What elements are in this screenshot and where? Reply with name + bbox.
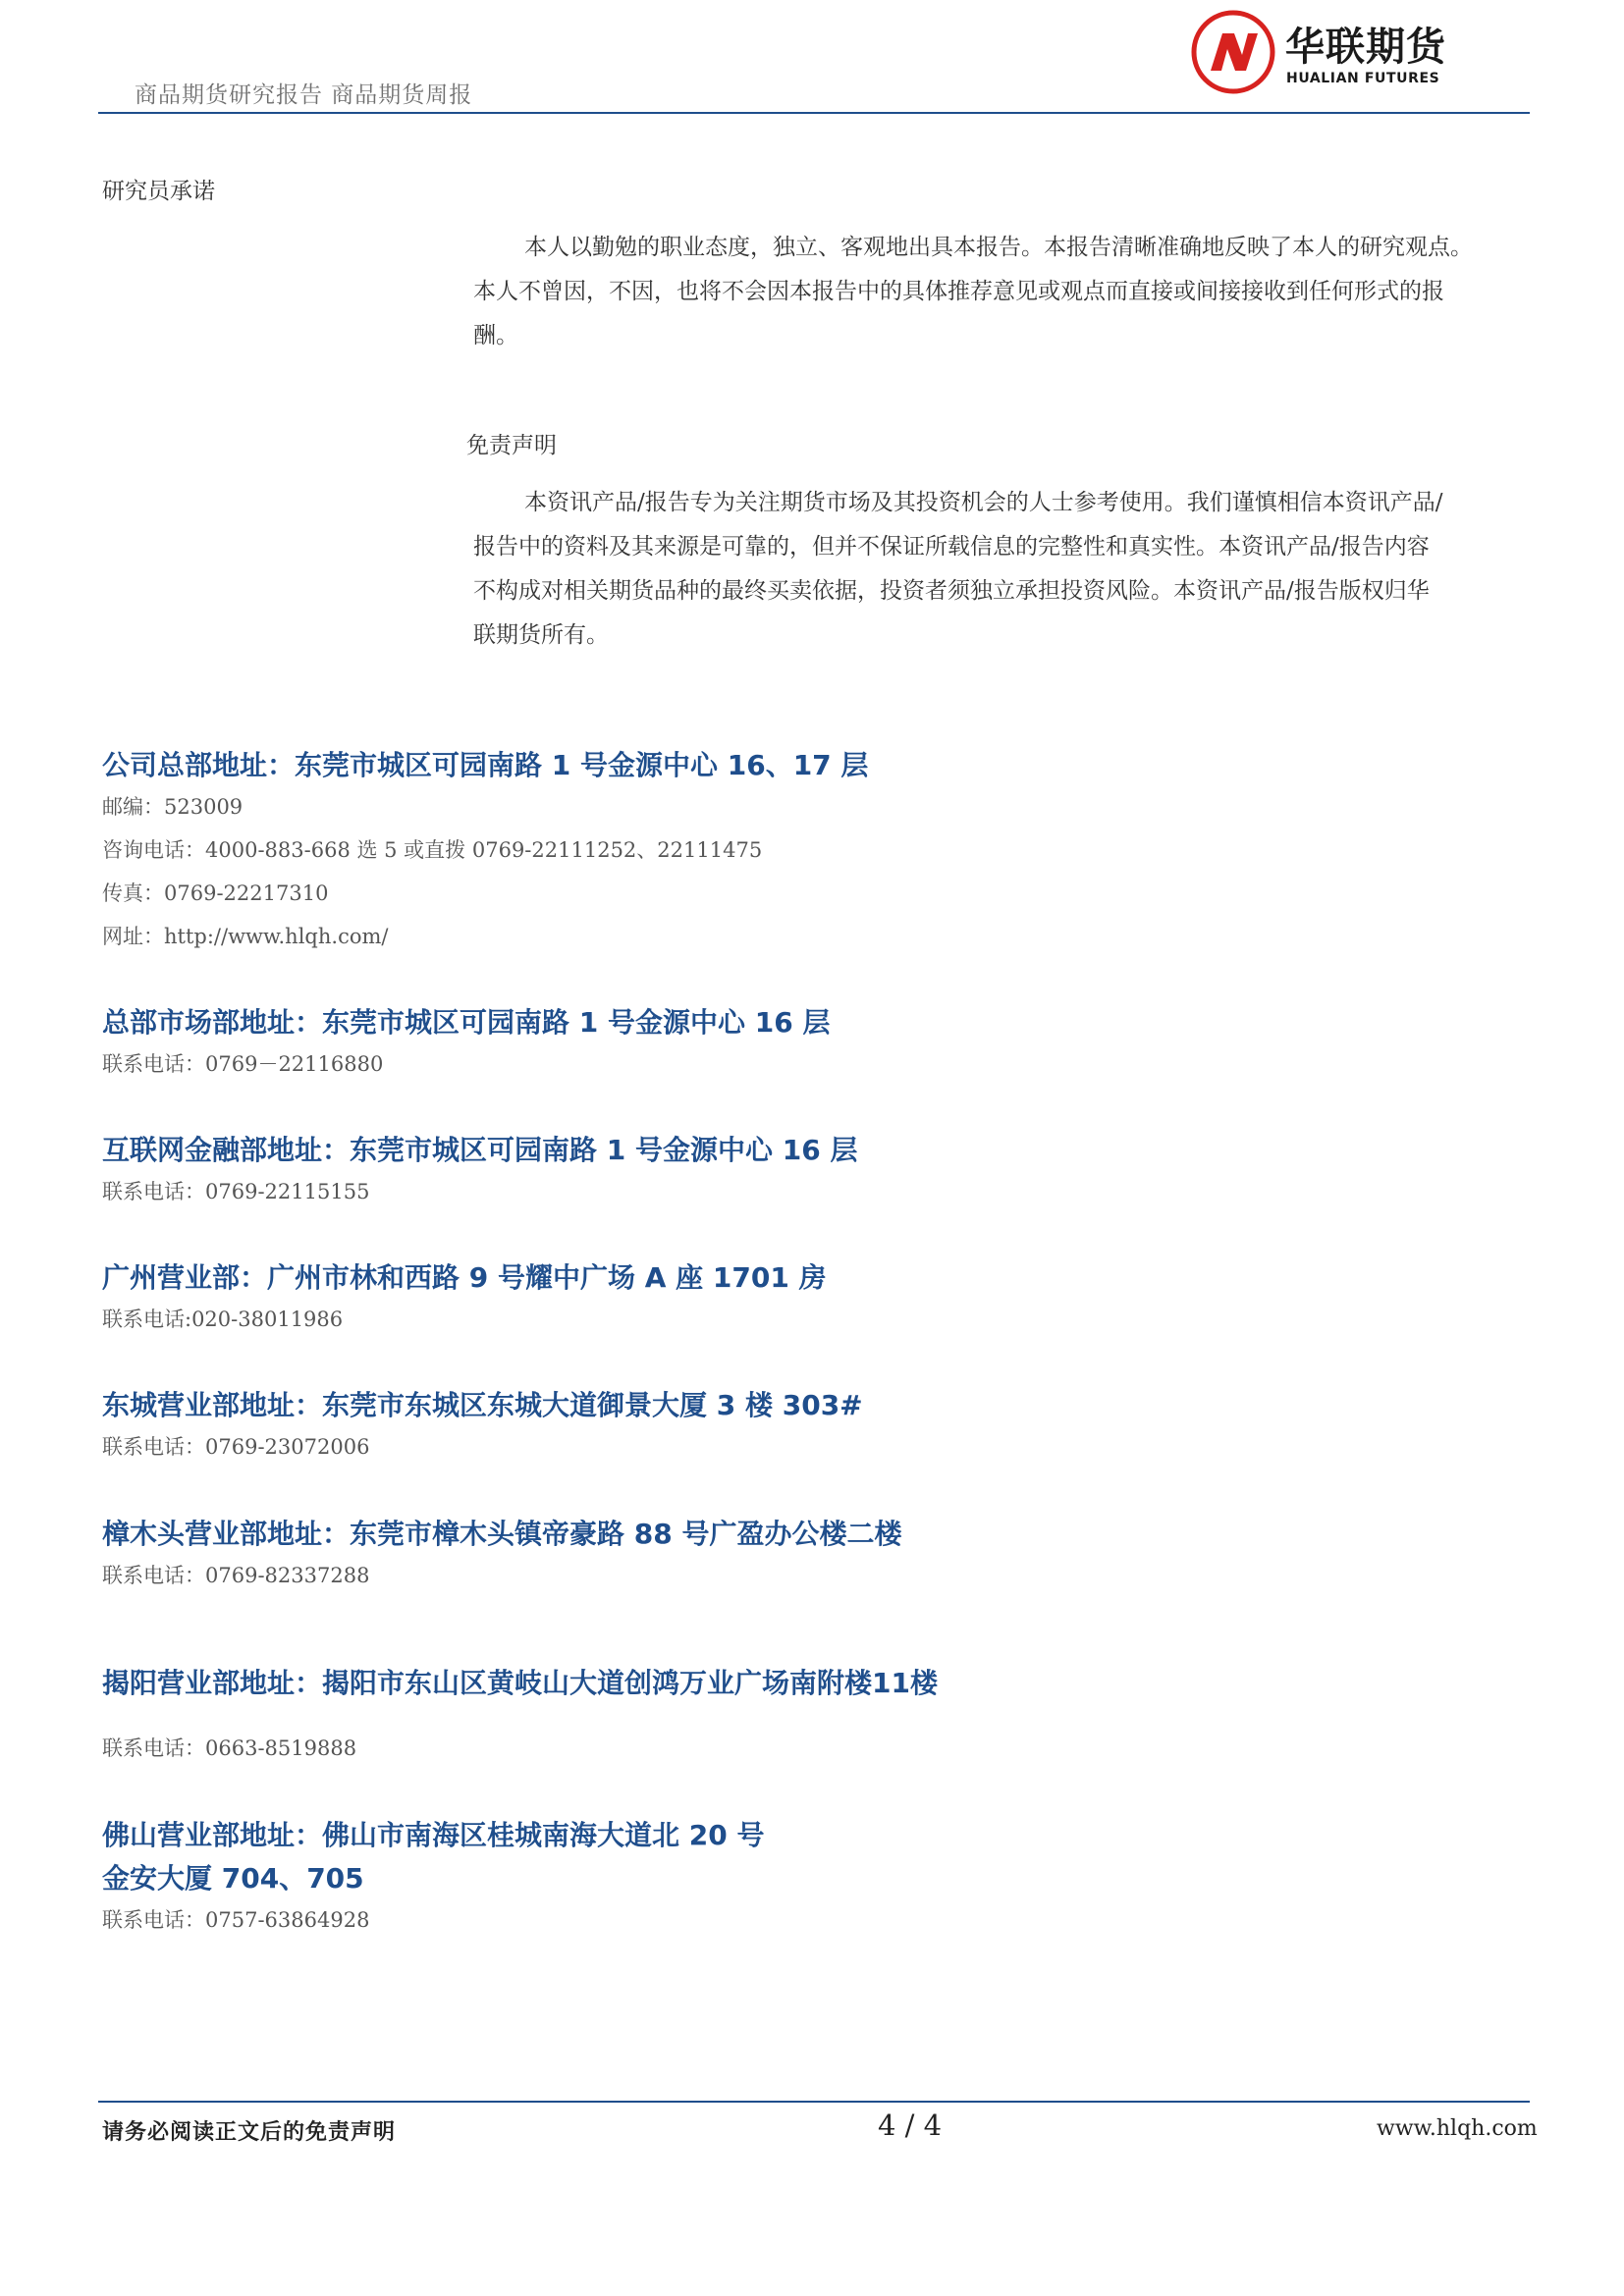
logo-chinese-text: 华联期货 xyxy=(1285,25,1446,70)
disclaimer-line: 本资讯产品/报告专为关注期货市场及其投资机会的人士参考使用。我们谨慎相信本资讯产品/ xyxy=(524,490,1443,515)
office-title-dongcheng: 东城营业部地址：东莞市东城区东城大道御景大厦 3 楼 303# xyxy=(102,1389,863,1421)
logo-english-text: HUALIAN FUTURES xyxy=(1286,71,1440,86)
commitment-line: 本人以勤勉的职业态度，独立、客观地出具本报告。本报告清晰准确地反映了本人的研究观点。 xyxy=(524,235,1473,260)
hualian-logo-icon xyxy=(1191,10,1275,94)
office-title-zhangmutou: 樟木头营业部地址：东莞市樟木头镇帝豪路 88 号广盈办公楼二楼 xyxy=(102,1518,902,1550)
office-phone: 联系电话：0769－22116880 xyxy=(102,1052,384,1076)
commitment-body xyxy=(473,226,1534,358)
disclaimer-line: 报告中的资料及其来源是可靠的，但并不保证所载信息的完整性和真实性。本资讯产品/报告内容 xyxy=(473,534,1430,560)
disclaimer-body xyxy=(473,481,1534,658)
company-logo xyxy=(1191,10,1446,94)
office-title-jieyang: 揭阳营业部地址：揭阳市东山区黄岐山大道创鸿万业广场南附楼11楼 xyxy=(102,1667,938,1699)
commitment-line: 酬。 xyxy=(473,323,518,348)
report-category: 商品期货研究报告 商品期货周报 xyxy=(135,82,473,108)
office-title-foshan-building: 金安大厦 704、705 xyxy=(102,1862,364,1895)
office-phone: 联系电话：0769-82337288 xyxy=(102,1564,370,1587)
header-divider xyxy=(98,112,1530,114)
commitment-title: 研究员承诺 xyxy=(102,179,215,204)
office-title-guangzhou: 广州营业部：广州市林和西路 9 号耀中广场 A 座 1701 房 xyxy=(102,1261,827,1294)
footer-disclaimer-note: 请务必阅读正文后的免责声明 xyxy=(102,2119,397,2145)
office-website-link[interactable]: 网址：http://www.hlqh.com/ xyxy=(102,925,389,948)
office-postcode: 邮编：523009 xyxy=(102,795,244,819)
office-phone: 联系电话:020-38011986 xyxy=(102,1308,344,1331)
disclaimer-title: 免责声明 xyxy=(466,433,557,458)
office-title-headquarters: 公司总部地址：东莞市城区可园南路 1 号金源中心 16、17 层 xyxy=(102,749,869,781)
office-title-marketing: 总部市场部地址：东莞市城区可园南路 1 号金源中心 16 层 xyxy=(102,1006,831,1039)
disclaimer-line: 联期货所有。 xyxy=(473,622,609,648)
page-number: 4 / 4 xyxy=(878,2109,943,2142)
office-fax: 传真：0769-22217310 xyxy=(102,881,329,905)
office-phone: 联系电话：0663-8519888 xyxy=(102,1736,357,1760)
office-phone: 联系电话：0757-63864928 xyxy=(102,1908,370,1932)
office-phone: 联系电话：0769-23072006 xyxy=(102,1435,370,1459)
office-title-foshan: 佛山营业部地址：佛山市南海区桂城南海大道北 20 号 xyxy=(102,1819,765,1851)
office-title-internet-finance: 互联网金融部地址：东莞市城区可园南路 1 号金源中心 16 层 xyxy=(102,1134,858,1166)
footer-divider xyxy=(98,2101,1530,2103)
disclaimer-line: 不构成对相关期货品种的最终买卖依据，投资者须独立承担投资风险。本资讯产品/报告版权归华 xyxy=(473,578,1430,604)
commitment-line: 本人不曾因，不因，也将不会因本报告中的具体推荐意见或观点而直接或间接接收到任何形式的报 xyxy=(473,279,1444,304)
office-phone: 咨询电话：4000-883-668 选 5 或直拨 0769-22111252、22111475 xyxy=(102,838,763,862)
office-phone: 联系电话：0769-22115155 xyxy=(102,1180,370,1203)
footer-website-link[interactable]: www.hlqh.com xyxy=(1377,2116,1538,2141)
